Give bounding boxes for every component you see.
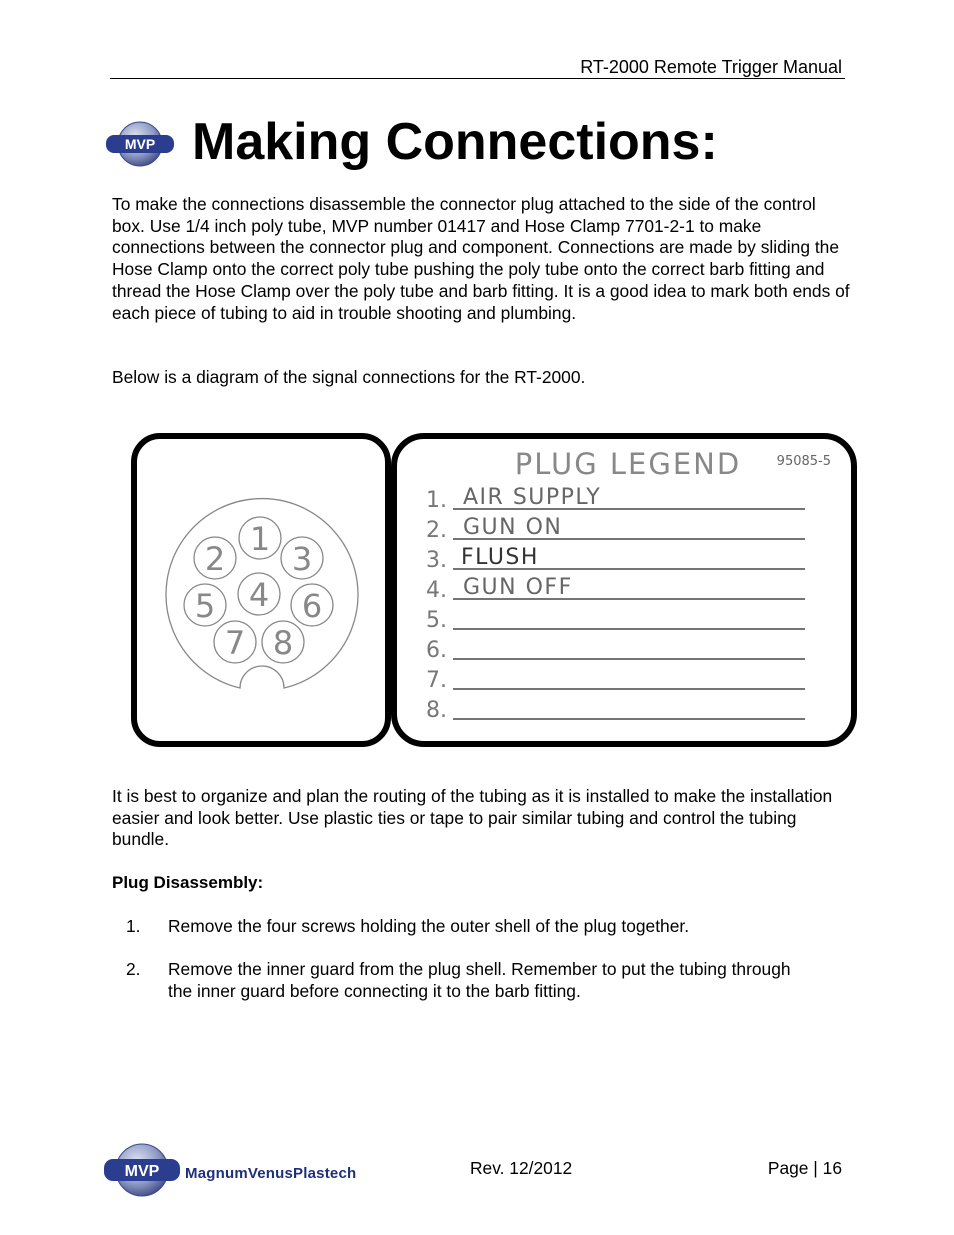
- legend-label-3: FLUSH: [461, 545, 539, 570]
- legend-num-8: 8.: [426, 698, 447, 723]
- header-divider: [110, 78, 845, 79]
- step-text: Remove the four screws holding the outer shell of the plug together.: [168, 916, 690, 936]
- legend-num-2: 2.: [426, 518, 447, 543]
- step-text: Remove the inner guard from the plug shell. Remember to put the tubing through the inner guard before connecting it to the barb fitting.: [168, 959, 791, 1001]
- running-header: RT-2000 Remote Trigger Manual: [580, 57, 842, 77]
- legend-num-7: 7.: [426, 668, 447, 693]
- legend-label-4: GUN OFF: [463, 575, 573, 600]
- diagram-caption: Below is a diagram of the signal connections for the RT-2000.: [112, 367, 586, 387]
- pin-7-label: 7: [224, 624, 246, 662]
- section-heading: Plug Disassembly:: [112, 873, 264, 892]
- pin-5-label: 5: [194, 587, 216, 625]
- step-number: 2.: [126, 959, 141, 979]
- plug-diagram-svg: [128, 430, 860, 750]
- part-number: 95085-5: [776, 454, 831, 469]
- pin-3-label: 3: [291, 540, 313, 578]
- page-title: Making Connections:: [192, 113, 718, 171]
- footer-mvp-logo-icon: [102, 1142, 182, 1198]
- mvp-logo-icon: [104, 120, 176, 168]
- plug-diagram: [128, 430, 860, 750]
- footer-logo-text: MVP: [124, 1163, 160, 1180]
- pin-4-label: 4: [248, 576, 270, 614]
- legend-num-4: 4.: [426, 578, 447, 603]
- pin-8-label: 8: [272, 624, 294, 662]
- legend-label-1: AIR SUPPLY: [463, 485, 602, 510]
- revision-label: Rev. 12/2012: [470, 1158, 573, 1178]
- legend-num-1: 1.: [426, 488, 447, 513]
- heading-logo-text: MVP: [124, 136, 156, 152]
- legend-num-5: 5.: [426, 608, 447, 633]
- legend-label-2: GUN ON: [463, 515, 563, 540]
- intro-paragraph: To make the connections disassemble the connector plug attached to the side of the control box. Use 1/4 inch poly tube, MVP number 01417 and Hose Clamp 7701-2-1 to make connections between the connector plug and component. Connections are made by sliding the Hose Clamp onto the correct poly tube pushing the poly tube onto the correct barb fitting and thread the Hose Clamp over the poly tube and barb fitting. It is a good idea to mark both ends of each piece of tubing to aid in trouble shooting and plumbing.: [112, 194, 850, 323]
- pin-6-label: 6: [301, 587, 323, 625]
- legend-num-6: 6.: [426, 638, 447, 663]
- legend-num-3: 3.: [426, 548, 447, 573]
- routing-paragraph: It is best to organize and plan the routing of the tubing as it is installed to make the installation easier and look better. Use plastic ties or tape to pair similar tubing and control the tubing bundle.: [112, 786, 833, 850]
- brand-name: MagnumVenusPlastech: [185, 1165, 357, 1182]
- pin-1-label: 1: [249, 520, 271, 558]
- page-number: Page | 16: [767, 1158, 842, 1178]
- legend-title: PLUG LEGEND: [514, 447, 742, 481]
- pin-2-label: 2: [204, 540, 226, 578]
- step-number: 1.: [126, 916, 141, 936]
